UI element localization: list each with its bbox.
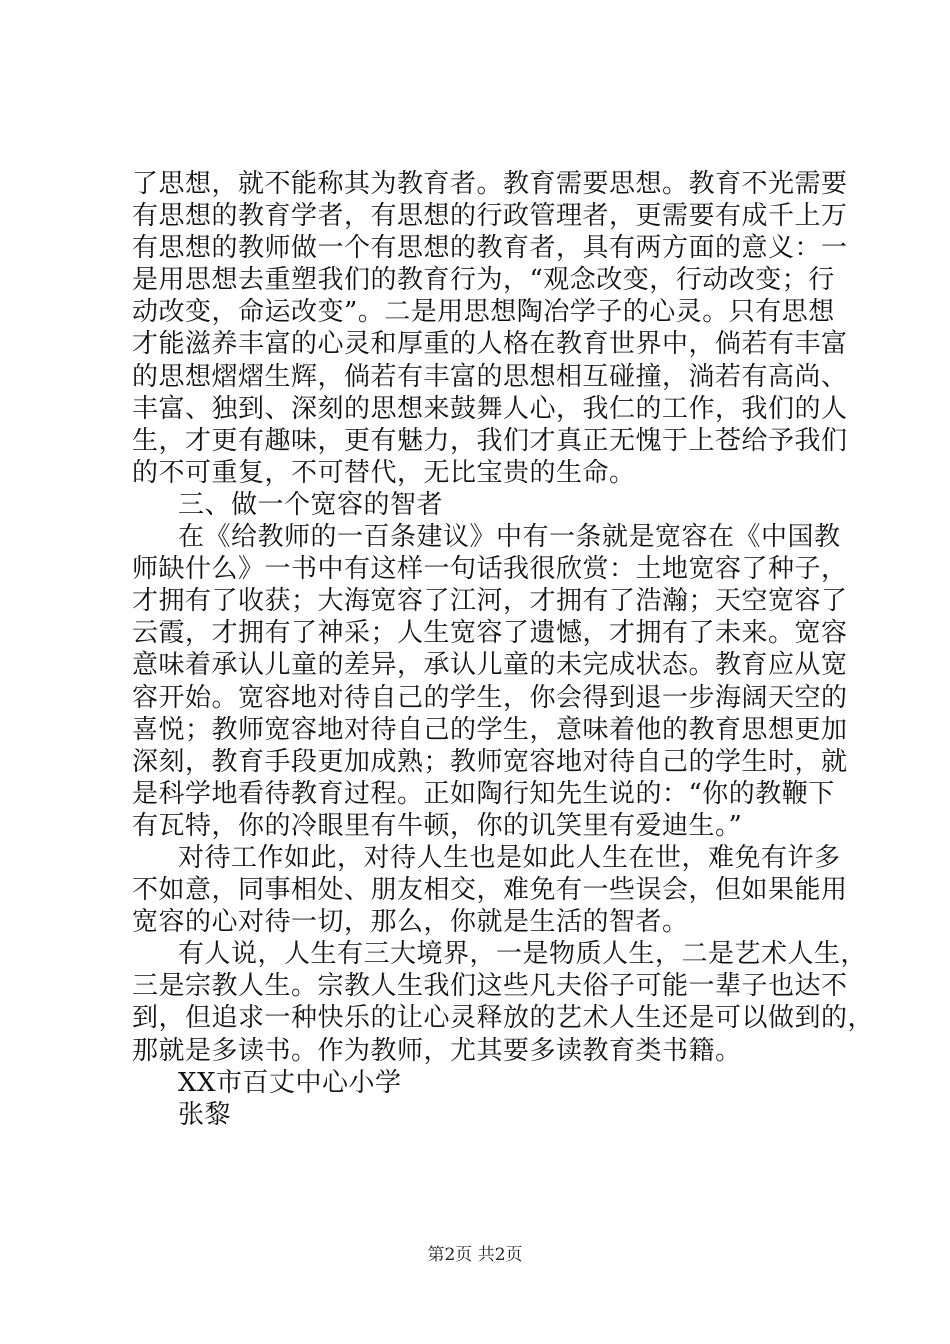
section-heading: 三、做一个宽容的智者 bbox=[178, 489, 444, 520]
text-line: 的思想熠熠生辉，倘若有丰富的思想相互碰撞，淌若有高尚、 bbox=[132, 361, 848, 392]
text-line: 才拥有了收获；大海宽容了江河，才拥有了浩瀚；天空宽容了 bbox=[132, 586, 848, 617]
paragraph-three-realms bbox=[132, 938, 875, 1066]
text-line: 是用思想去重塑我们的教育行为，“观念改变，行动改变；行 bbox=[132, 265, 835, 296]
text-line: 意味着承认儿童的差异，承认儿童的未完成状态。教育应从宽 bbox=[132, 650, 848, 681]
text-line: 云霞，才拥有了神采；人生宽容了遗憾，才拥有了未来。宽容 bbox=[132, 618, 848, 649]
text-line: 那就是多读书。作为教师，尤其要多读教育类书籍。 bbox=[132, 1035, 742, 1066]
paragraph-tolerance bbox=[132, 521, 848, 842]
paragraph-thought bbox=[132, 168, 848, 489]
text-line: 丰富、独到、深刻的思想来鼓舞人心，我仁的工作，我们的人 bbox=[132, 393, 848, 424]
text-line: 有瓦特，你的冷眼里有牛顿，你的讥笑里有爱迪生。” bbox=[132, 810, 743, 841]
text-line: 师缺什么》一书中有这样一句话我很欣赏：土地宽容了种子， bbox=[132, 554, 848, 585]
text-line: 有人说，人生有三大境界，一是物质人生，二是艺术人生， bbox=[178, 939, 868, 970]
text-line: 容开始。宽容地对待自己的学生，你会得到退一步海阔天空的 bbox=[132, 682, 848, 713]
page-footer: 第2页 共2页 bbox=[427, 1245, 523, 1265]
text-line: 深刻，教育手段更加成熟；教师宽容地对待自己的学生时，就 bbox=[132, 746, 848, 777]
paragraph-work-life bbox=[132, 842, 848, 938]
author-name: 张黎 bbox=[178, 1099, 232, 1130]
text-line: 有思想的教师做一个有思想的教育者，具有两方面的意义：一 bbox=[132, 233, 848, 264]
text-line: 的不可重复，不可替代，无比宝贵的生命。 bbox=[132, 457, 636, 488]
text-line: 宽容的心对待一切，那么，你就是生活的智者。 bbox=[132, 907, 689, 938]
text-line: 是科学地看待教育过程。正如陶行知先生说的：“你的教鞭下 bbox=[132, 778, 835, 809]
text-line: 了思想，就不能称其为教育者。教育需要思想。教育不光需要 bbox=[132, 169, 848, 199]
school-name: XX市百丈中心小学 bbox=[178, 1067, 402, 1098]
text-line: 三是宗教人生。宗教人生我们这些凡夫俗子可能一辈子也达不 bbox=[132, 971, 848, 1002]
text-line: 喜悦；教师宽容地对待自己的学生，意味着他的教育思想更加 bbox=[132, 714, 848, 745]
text-line: 有思想的教育学者，有思想的行政管理者，更需要有成千上万 bbox=[132, 201, 848, 232]
text-line: 才能滋养丰富的心灵和厚重的人格在教育世界中，倘若有丰富 bbox=[132, 329, 848, 360]
text-line: 在《给教师的一百条建议》中有一条就是宽容在《中国教 bbox=[178, 522, 841, 553]
text-line: 到，但追求一种快乐的让心灵释放的艺术人生还是可以做到的， bbox=[132, 1003, 875, 1034]
text-line: 不如意，同事相处、朋友相交，难免有一些误会，但如果能用 bbox=[132, 875, 848, 906]
text-line: 对待工作如此，对待人生也是如此人生在世，难免有许多 bbox=[178, 842, 841, 873]
text-line: 动改变，命运改变”。二是用思想陶冶学子的心灵。只有思想 bbox=[132, 297, 835, 328]
text-line: 生，才更有趣味，更有魅力，我们才真正无愧于上苍给予我们 bbox=[132, 425, 848, 456]
document-body bbox=[132, 168, 875, 1131]
